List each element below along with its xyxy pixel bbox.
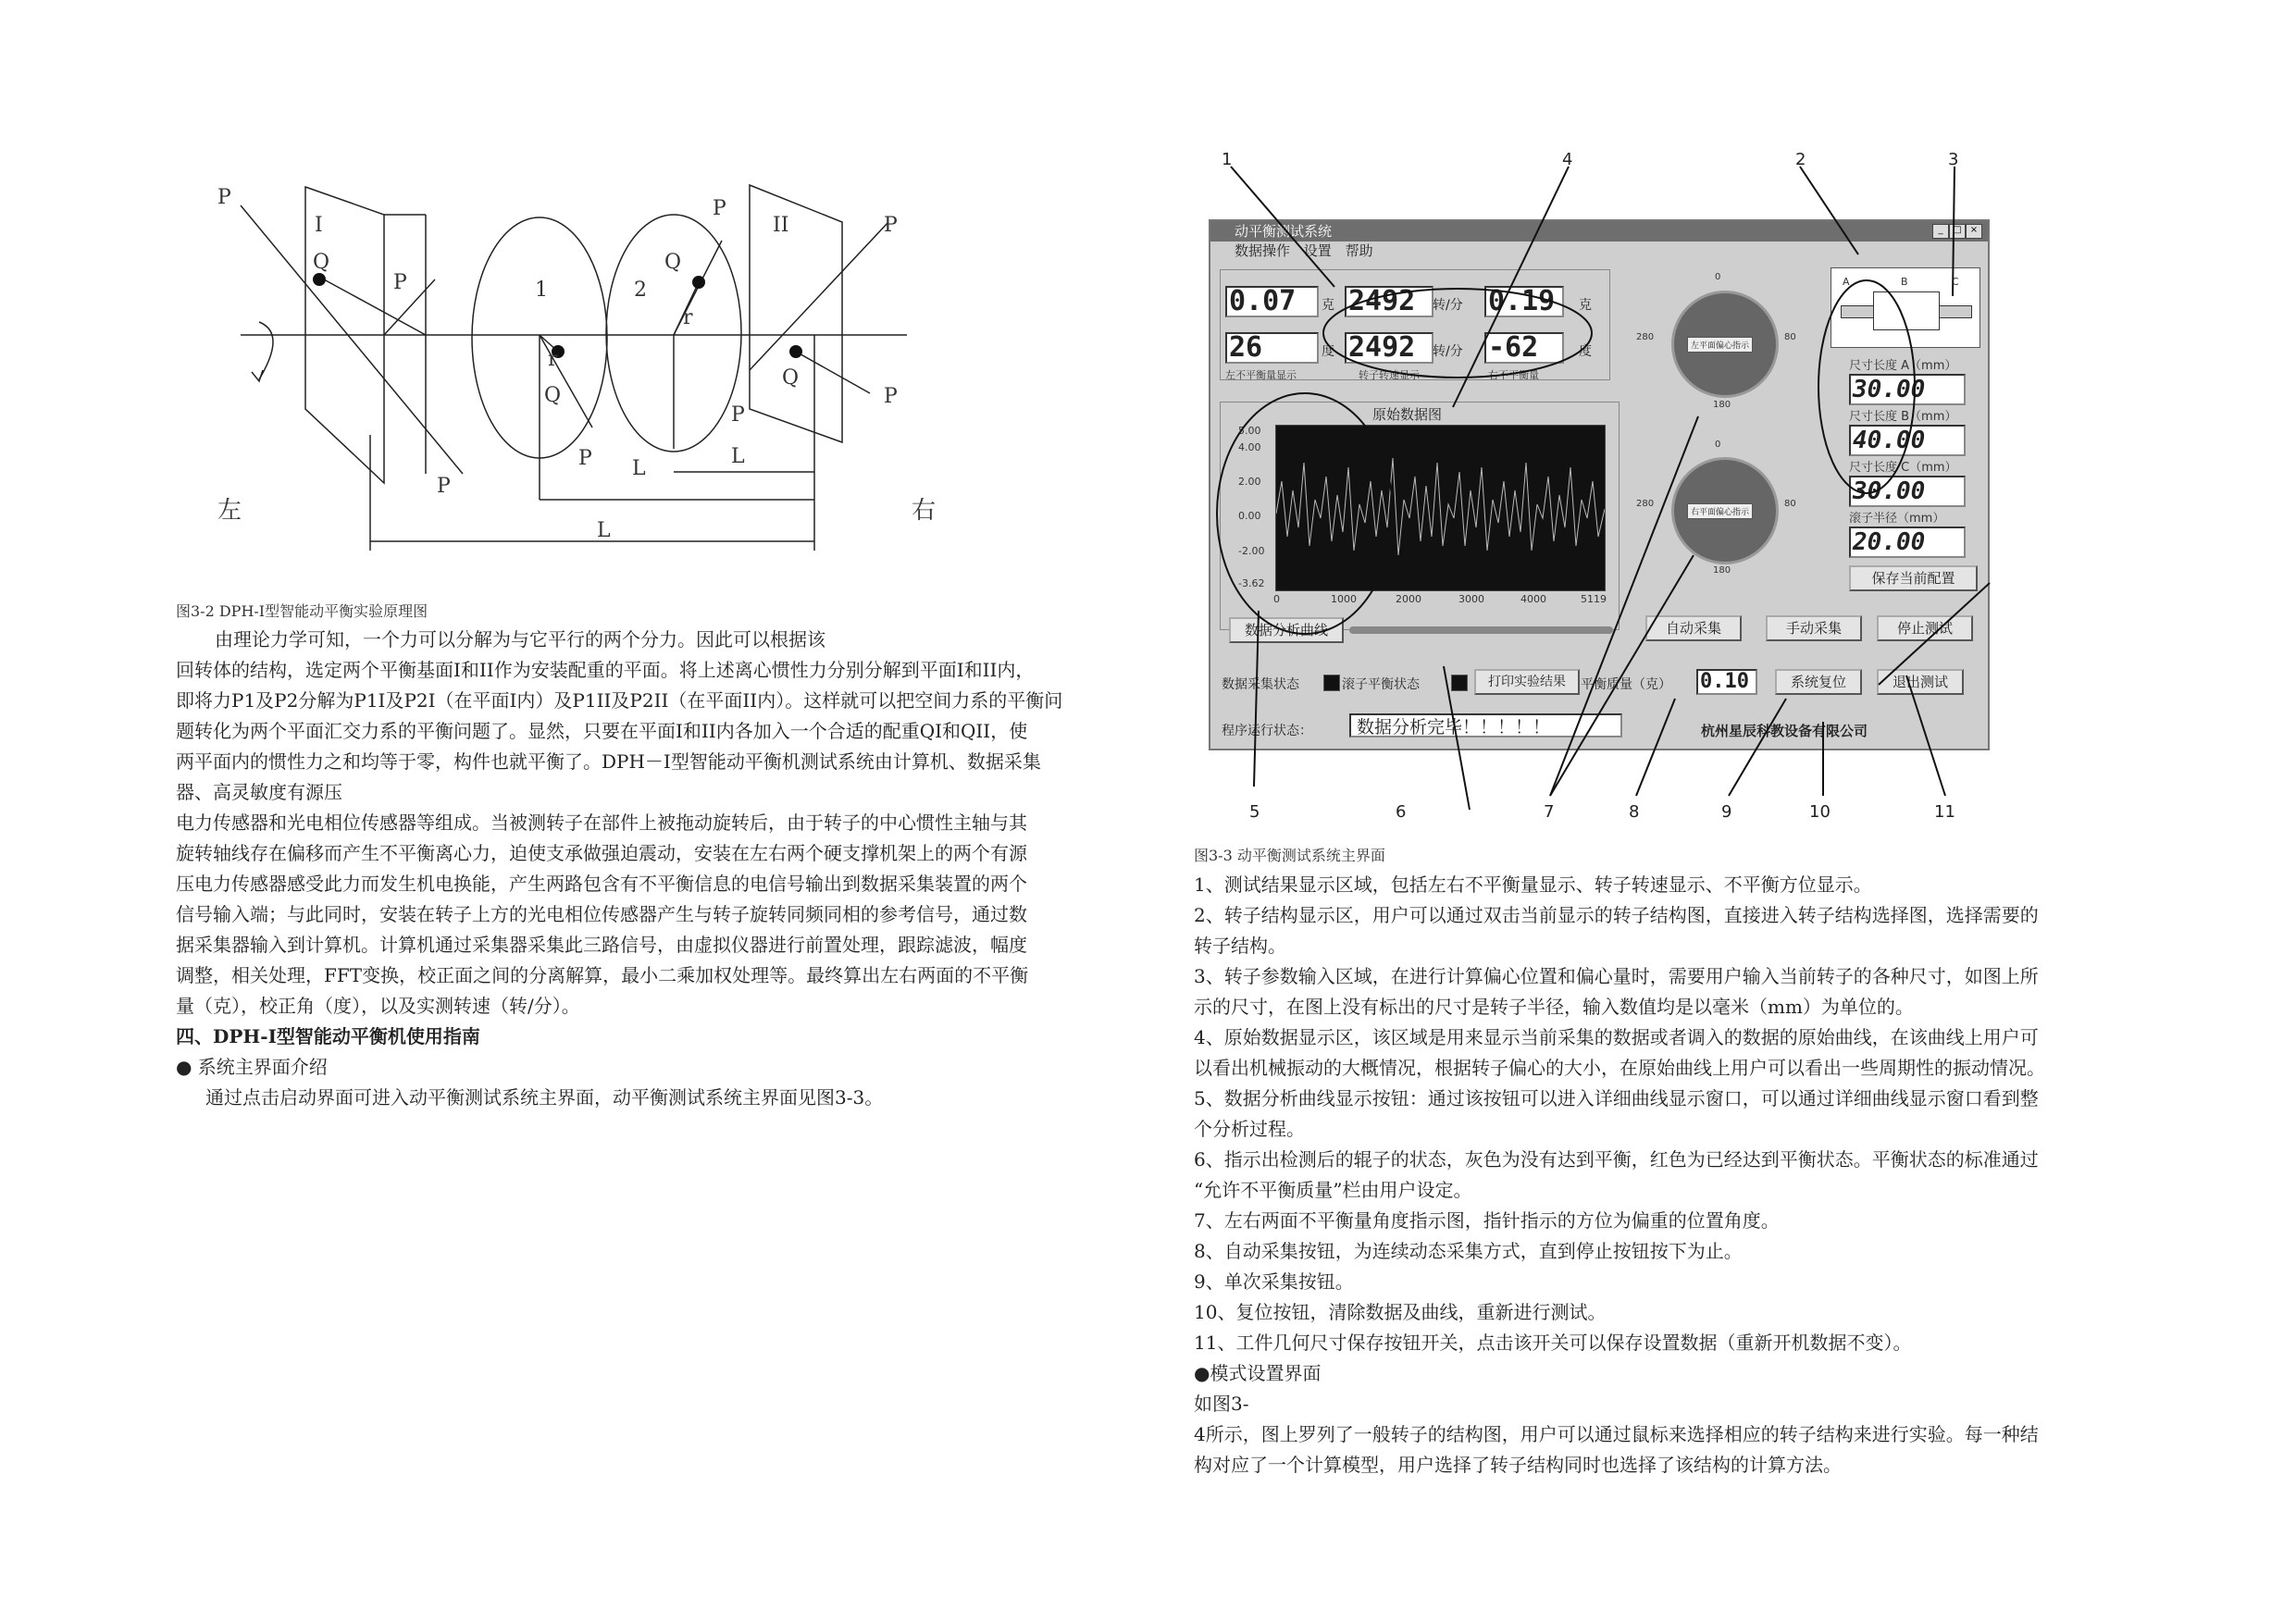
- label-q2: Q: [664, 251, 682, 274]
- x-tick-1: 1000: [1331, 593, 1357, 605]
- dial1-tick-280: 280: [1636, 332, 1655, 342]
- para-line-8: 压电力传感器感受此力而发生机电换能，产生两路包含有不平衡信息的电信号输出到数据采集装置的两个: [176, 873, 1027, 895]
- label-right: 右: [912, 497, 937, 525]
- right-line-4: 示的尺寸，在图上没有标出的尺寸是转子半径，输入数值均是以毫米（mm）为单位的。: [1194, 996, 1914, 1018]
- label-q1b: Q: [544, 384, 562, 407]
- label-p2: P: [713, 197, 726, 220]
- para-line-1: 回转体的结构，选定两个平衡基面I和II作为安装配重的平面。将上述离心惯性力分别分解到平面I和II内，: [176, 659, 1035, 681]
- para-line-2: 即将力P1及P2分解为P1I及P2I（在平面I内）及P1II及P2II（在平面II内）。这样就可以把空间力系的平衡问: [176, 689, 1063, 712]
- analysis-curve-button[interactable]: 数据分析曲线: [1229, 617, 1344, 643]
- para-line-3: 题转化为两个平面汇交力系的平衡问题了。显然，只要在平面I和II内各加入一个合适的配重QI和QII，使: [176, 720, 1028, 742]
- para-line-11: 调整，相关处理，FFT变换，校正面之间的分离解算，最小二乘加权处理等。最终算出左右两面的不平衡: [176, 964, 1029, 986]
- right-line-0: 1、测试结果显示区域，包括左右不平衡量显示、转子转速显示、不平衡方位显示。: [1194, 873, 1872, 896]
- dial2-label: 右平面偏心指示: [1687, 503, 1753, 519]
- unit-rpm-2: 转/分: [1433, 344, 1463, 359]
- bullet-main-ui: ● 系统主界面介绍: [176, 1056, 328, 1078]
- dial2-tick-280: 280: [1636, 499, 1655, 509]
- dim-c-input[interactable]: 30.00: [1849, 476, 1966, 507]
- dim-b-input[interactable]: 40.00: [1849, 425, 1966, 456]
- callout-9: 9: [1721, 802, 1732, 822]
- figure-caption-3-2: 图3-2 DPH-I型智能动平衡实验原理图: [176, 602, 428, 620]
- window-title: 动平衡测试系统: [1210, 221, 1988, 242]
- right-line-7: 5、数据分析曲线显示按钮：通过该按钮可以进入详细曲线显示窗口，可以通过详细曲线显示窗口看到整: [1194, 1087, 2039, 1109]
- balance-mass-input[interactable]: 0.10: [1696, 669, 1757, 695]
- dial2-tick-180: 180: [1713, 565, 1731, 576]
- dial1-label: 左平面偏心指示: [1687, 337, 1753, 353]
- label-l2: L: [731, 445, 745, 468]
- stop-test-button[interactable]: 停止测试: [1877, 615, 1973, 641]
- save-config-button[interactable]: 保存当前配置: [1849, 565, 1978, 591]
- y-tick-3: 0.00: [1238, 510, 1261, 522]
- right-line-17: 如图3-: [1194, 1393, 1249, 1415]
- label-rotor-speed: 转子转速显示: [1359, 369, 1420, 381]
- right-line-19: 构对应了一个计算模型，用户选择了转子结构同时也选择了该结构的计算方法。: [1194, 1454, 1842, 1476]
- callout-overlay: [1194, 148, 2027, 833]
- right-line-18: 4所示，图上罗列了一般转子的结构图，用户可以通过鼠标来选择相应的转子结构来进行实验。每一种结: [1194, 1423, 2039, 1445]
- label-plane2: II: [773, 214, 789, 237]
- right-line-16: ●模式设置界面: [1194, 1362, 1322, 1384]
- para-line-5: 器、高灵敏度有源压: [176, 781, 342, 803]
- para-line-6: 电力传感器和光电相位传感器等组成。当被测转子在部件上被拖动旋转后，由于转子的中心惯性主轴与其: [176, 812, 1027, 834]
- unit-gram: 克: [1322, 298, 1334, 313]
- auto-collect-button[interactable]: 自动采集: [1645, 615, 1742, 641]
- company-name: 杭州星辰科教设备有限公司: [1701, 723, 1868, 739]
- rotor-label-b: B: [1901, 276, 1908, 288]
- para-line-4: 两平面内的惯性力之和均等于零，构件也就平衡了。DPH－I型智能动平衡机测试系统由计算机、数据采集: [176, 750, 1041, 773]
- callout-7: 7: [1544, 802, 1555, 822]
- y-tick-4: -2.00: [1238, 545, 1265, 557]
- exit-test-button[interactable]: 退出测试: [1877, 669, 1964, 695]
- dim-a-input[interactable]: 30.00: [1849, 374, 1966, 405]
- label-circle2: 2: [634, 279, 647, 302]
- menu-help: 帮助: [1345, 242, 1373, 259]
- unit-deg: 度: [1322, 344, 1334, 359]
- section-heading: 四、DPH-I型智能动平衡机使用指南: [176, 1025, 480, 1047]
- callout-2: 2: [1795, 150, 1806, 169]
- manual-collect-button[interactable]: 手动采集: [1766, 615, 1862, 641]
- right-line-2: 转子结构。: [1194, 935, 1286, 957]
- menu-data: 数据操作: [1235, 242, 1291, 259]
- right-line-8: 个分析过程。: [1194, 1118, 1305, 1140]
- left-angle-display: 26: [1225, 332, 1319, 364]
- unit-deg-2: 度: [1579, 344, 1592, 359]
- label-p2i: P: [393, 271, 407, 294]
- right-line-10: “允许不平衡质量”栏由用户设定。: [1194, 1179, 1472, 1201]
- label-p1i: P: [437, 475, 451, 498]
- callout-10: 10: [1809, 802, 1831, 822]
- label-right-unbalance: 右不平衡量: [1488, 369, 1539, 381]
- para-line-7: 旋转轴线存在偏移而产生不平衡离心力，迫使支承做强迫震动，安装在左右两个硬支撑机架上的两个有源: [176, 842, 1027, 864]
- right-line-15: 11、工件几何尺寸保存按钮开关，点击该开关可以保存设置数据（重新开机数据不变）。: [1194, 1332, 1912, 1354]
- radius-input[interactable]: 20.00: [1849, 527, 1966, 558]
- dial2-tick-0: 0: [1715, 440, 1721, 450]
- x-tick-4: 4000: [1520, 593, 1546, 605]
- label-pii: P: [731, 403, 745, 427]
- rotor-label-a: A: [1843, 276, 1850, 288]
- label-p1ii: P: [884, 385, 898, 408]
- para-line-12: 量（克），校正角（度），以及实测转速（转/分）。: [176, 995, 580, 1017]
- x-tick-2: 2000: [1396, 593, 1421, 605]
- dial2-tick-80: 80: [1784, 499, 1796, 509]
- label-left: 左: [217, 497, 242, 525]
- maximize-icon: □: [1949, 224, 1966, 239]
- para-line-10: 据采集器输入到计算机。计算机通过采集器采集此三路信号，由虚拟仪器进行前置处理，跟踪滤波，幅度: [176, 934, 1027, 956]
- right-line-14: 10、复位按钮，清除数据及曲线，重新进行测试。: [1194, 1301, 1607, 1323]
- callout-11: 11: [1934, 802, 1955, 822]
- speed-display-2: 2492: [1345, 332, 1433, 364]
- label-p1: P: [217, 186, 231, 209]
- balance-status-label: 滚子平衡状态: [1342, 677, 1420, 692]
- para-line-0: 由理论力学可知，一个力可以分解为与它平行的两个分力。因此可以根据该: [215, 628, 825, 650]
- unit-gram-2: 克: [1579, 298, 1592, 313]
- right-line-13: 9、单次采集按钮。: [1194, 1270, 1354, 1293]
- label-qii: Q: [782, 366, 800, 390]
- label-l1: L: [632, 457, 646, 480]
- x-tick-0: 0: [1273, 593, 1280, 605]
- y-tick-5: -3.62: [1238, 577, 1265, 589]
- right-line-9: 6、指示出检测后的辊子的状态，灰色为没有达到平衡，红色为已经达到平衡状态。平衡状态的标准通过: [1194, 1148, 2039, 1171]
- label-plane1: I: [315, 214, 323, 237]
- right-line-11: 7、左右两面不平衡量角度指示图，指针指示的方位为偏重的位置角度。: [1194, 1209, 1780, 1232]
- print-results-button[interactable]: 打印实验结果: [1474, 669, 1580, 695]
- dial1-tick-0: 0: [1715, 272, 1721, 282]
- y-tick-2: 2.00: [1238, 476, 1261, 488]
- menu-settings: 设置: [1303, 242, 1332, 259]
- right-line-3: 3、转子参数输入区域，在进行计算偏心位置和偏心量时，需要用户输入当前转子的各种尺寸，如图上所: [1194, 965, 2039, 987]
- callout-4: 4: [1562, 150, 1573, 169]
- dial1-tick-180: 180: [1713, 400, 1731, 410]
- label-circle1: 1: [535, 279, 548, 302]
- run-status-value: 数据分析完毕！！！！！: [1349, 713, 1622, 737]
- x-tick-5: 5119: [1581, 593, 1607, 605]
- right-angle-display: -62: [1484, 332, 1564, 364]
- collect-status-label: 数据采集状态: [1222, 677, 1299, 692]
- rotor-label-c: C: [1952, 276, 1959, 288]
- label-l: L: [597, 519, 611, 542]
- right-line-5: 4、原始数据显示区，该区域是用来显示当前采集的数据或者调入的数据的原始曲线，在该曲线上用户可: [1194, 1026, 2039, 1048]
- right-line-6: 以看出机械振动的大概情况，根据转子偏心的大小，在原始曲线上用户可以看出一些周期性的振动情况。: [1194, 1057, 2045, 1079]
- unit-rpm: 转/分: [1433, 298, 1463, 313]
- y-tick-0: 5.00: [1238, 425, 1261, 437]
- callout-8: 8: [1629, 802, 1640, 822]
- intro-line: 通过点击启动界面可进入动平衡测试系统主界面，动平衡测试系统主界面见图3-3。: [205, 1086, 884, 1109]
- dim-c-label: 尺寸长度 C（mm）: [1849, 461, 1957, 475]
- label-p2ii: P: [884, 214, 898, 237]
- balance-principle-diagram: [204, 167, 962, 574]
- para-line-9: 信号输入端；与此同时，安装在转子上方的光电相位传感器产生与转子旋转同频同相的参考信号，通过数: [176, 903, 1027, 925]
- label-p1b: P: [578, 447, 592, 470]
- label-left-unbalance: 左不平衡量显示: [1225, 369, 1297, 381]
- dim-a-label: 尺寸长度 A（mm）: [1849, 359, 1957, 373]
- balance-mass-label: 平衡质量（克）: [1581, 677, 1671, 692]
- right-mass-display: 0.19: [1484, 286, 1564, 317]
- label-q1: Q: [313, 251, 330, 274]
- right-line-1: 2、转子结构显示区，用户可以通过双击当前显示的转子结构图，直接进入转子结构选择图，选择需要的: [1194, 904, 2039, 926]
- label-r2: r: [683, 306, 693, 329]
- minimize-icon: _: [1932, 224, 1949, 239]
- x-tick-3: 3000: [1458, 593, 1484, 605]
- plot-title: 原始数据图: [1372, 406, 1443, 423]
- left-mass-display: 0.07: [1225, 286, 1319, 317]
- system-reset-button[interactable]: 系统复位: [1775, 669, 1862, 695]
- callout-1: 1: [1222, 150, 1233, 169]
- label-r1: r: [548, 348, 558, 371]
- dial1-tick-80: 80: [1784, 332, 1796, 342]
- right-line-12: 8、自动采集按钮，为连续动态采集方式，直到停止按钮按下为止。: [1194, 1240, 1743, 1262]
- dim-b-label: 尺寸长度 B（mm）: [1849, 410, 1957, 424]
- callout-5: 5: [1249, 802, 1260, 822]
- radius-label: 滚子半径（mm）: [1849, 512, 1945, 526]
- y-tick-1: 4.00: [1238, 441, 1261, 453]
- speed-display-1: 2492: [1345, 286, 1433, 317]
- run-status-label: 程序运行状态：: [1222, 724, 1312, 738]
- figure-caption-3-3: 图3-3 动平衡测试系统主界面: [1194, 847, 1385, 864]
- callout-3: 3: [1948, 150, 1959, 169]
- callout-6: 6: [1396, 802, 1407, 822]
- close-icon: ×: [1966, 224, 1982, 239]
